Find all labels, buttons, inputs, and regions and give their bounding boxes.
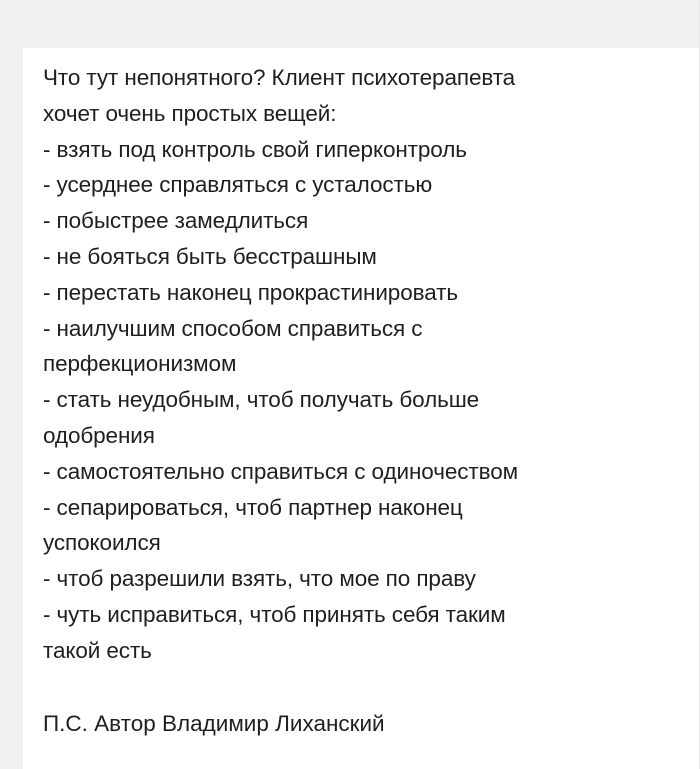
post-line: - взять под контроль свой гиперконтроль bbox=[43, 136, 467, 162]
post-line: - наилучшим способом справиться с bbox=[43, 315, 423, 341]
post-line: - стать неудобным, чтоб получать больше bbox=[43, 387, 480, 413]
post-line: - сепарироваться, чтоб партнер наконец bbox=[43, 494, 463, 520]
post-body bbox=[43, 60, 693, 669]
post-line: одобрения bbox=[43, 422, 155, 448]
post-line: - не бояться быть бесстрашным bbox=[43, 243, 377, 269]
post-signature: П.С. Автор Владимир Лиханский bbox=[43, 711, 385, 736]
post-line: такой есть bbox=[43, 637, 152, 663]
post-line: - чуть исправиться, чтоб принять себя таким bbox=[43, 601, 506, 627]
post-line: - усерднее справляться с усталостью bbox=[43, 172, 433, 198]
post-line: перфекционизмом bbox=[43, 351, 237, 377]
post-line: - самостоятельно справиться с одиночеством bbox=[43, 458, 518, 484]
post-card bbox=[23, 48, 700, 769]
post-line: - побыстрее замедлиться bbox=[43, 208, 309, 234]
post-line: успокоился bbox=[43, 530, 161, 556]
post-line: Что тут непонятного? Клиент психотерапевта bbox=[43, 65, 516, 90]
post-line: - перестать наконец прокрастинировать bbox=[43, 279, 458, 305]
post-line: хочет очень простых вещей: bbox=[43, 100, 337, 126]
post-line: - чтоб разрешили взять, что мое по праву bbox=[43, 566, 476, 592]
